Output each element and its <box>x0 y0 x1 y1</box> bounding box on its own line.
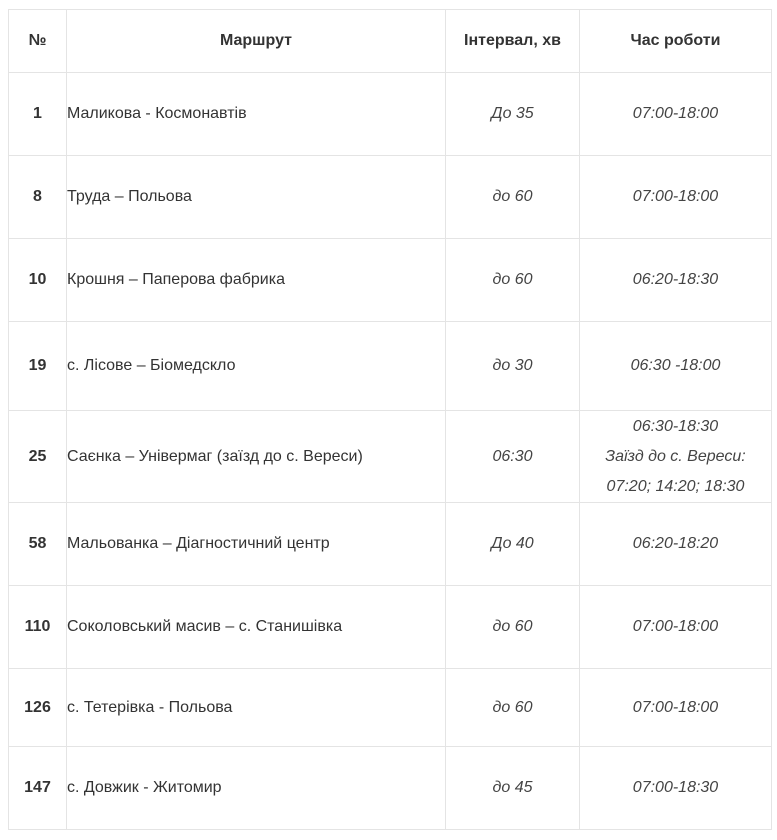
table-row <box>9 322 772 411</box>
route-name: с. Довжик - Житомир <box>67 747 446 830</box>
route-number: 19 <box>9 322 67 411</box>
route-number: 10 <box>9 239 67 322</box>
hours-line: 06:20-18:30 <box>632 271 719 288</box>
route-name: Саєнка – Універмаг (заїзд до с. Вереси) <box>67 411 446 503</box>
table-header-row <box>9 10 772 73</box>
route-name: с. Лісове – Біомедскло <box>67 322 446 411</box>
route-hours <box>580 503 772 586</box>
route-hours <box>580 239 772 322</box>
route-hours <box>580 586 772 669</box>
route-interval: до 60 <box>446 586 580 669</box>
route-hours <box>580 747 772 830</box>
hours-line: 06:30-18:30 <box>632 417 719 435</box>
route-interval: До 40 <box>446 503 580 586</box>
route-number: 147 <box>9 747 67 830</box>
route-interval: до 60 <box>446 669 580 747</box>
hours-line: 07:20; 14:20; 18:30 <box>606 477 745 495</box>
route-interval: до 45 <box>446 747 580 830</box>
route-number: 25 <box>9 411 67 503</box>
hours-line: 07:00-18:00 <box>632 105 719 122</box>
route-name: Труда – Польова <box>67 156 446 239</box>
header-route: Маршрут <box>67 10 446 73</box>
table-row <box>9 239 772 322</box>
hours-line: Заїзд до с. Вереси: <box>605 447 746 465</box>
hours-line: 07:00-18:00 <box>632 698 719 716</box>
route-name: с. Тетерівка - Польова <box>67 669 446 747</box>
route-interval: до 60 <box>446 156 580 239</box>
route-name: Маликова - Космонавтів <box>67 73 446 156</box>
route-name: Мальованка – Діагностичний центр <box>67 503 446 586</box>
route-name: Соколовський масив – с. Станишівка <box>67 586 446 669</box>
table-row <box>9 669 772 747</box>
table-row <box>9 73 772 156</box>
route-hours <box>580 669 772 747</box>
route-number: 8 <box>9 156 67 239</box>
route-hours <box>580 73 772 156</box>
table-row <box>9 747 772 830</box>
hours-line: 07:00-18:00 <box>632 618 719 635</box>
routes-table <box>8 9 772 830</box>
route-number: 110 <box>9 586 67 669</box>
header-interval: Інтервал, хв <box>446 10 580 73</box>
route-hours <box>580 322 772 411</box>
route-name: Крошня – Паперова фабрика <box>67 239 446 322</box>
table-row <box>9 503 772 586</box>
route-interval: до 30 <box>446 322 580 411</box>
route-interval: До 35 <box>446 73 580 156</box>
route-hours <box>580 411 772 503</box>
route-number: 1 <box>9 73 67 156</box>
route-number: 58 <box>9 503 67 586</box>
hours-line: 06:30 -18:00 <box>630 357 721 374</box>
table-row <box>9 586 772 669</box>
hours-line: 07:00-18:00 <box>632 188 719 205</box>
table-row <box>9 156 772 239</box>
header-number: № <box>9 10 67 73</box>
table-row <box>9 411 772 503</box>
route-hours <box>580 156 772 239</box>
route-interval: 06:30 <box>446 411 580 503</box>
hours-line: 06:20-18:20 <box>632 535 719 552</box>
route-interval: до 60 <box>446 239 580 322</box>
route-number: 126 <box>9 669 67 747</box>
hours-line: 07:00-18:30 <box>632 779 719 796</box>
header-hours: Час роботи <box>580 10 772 73</box>
